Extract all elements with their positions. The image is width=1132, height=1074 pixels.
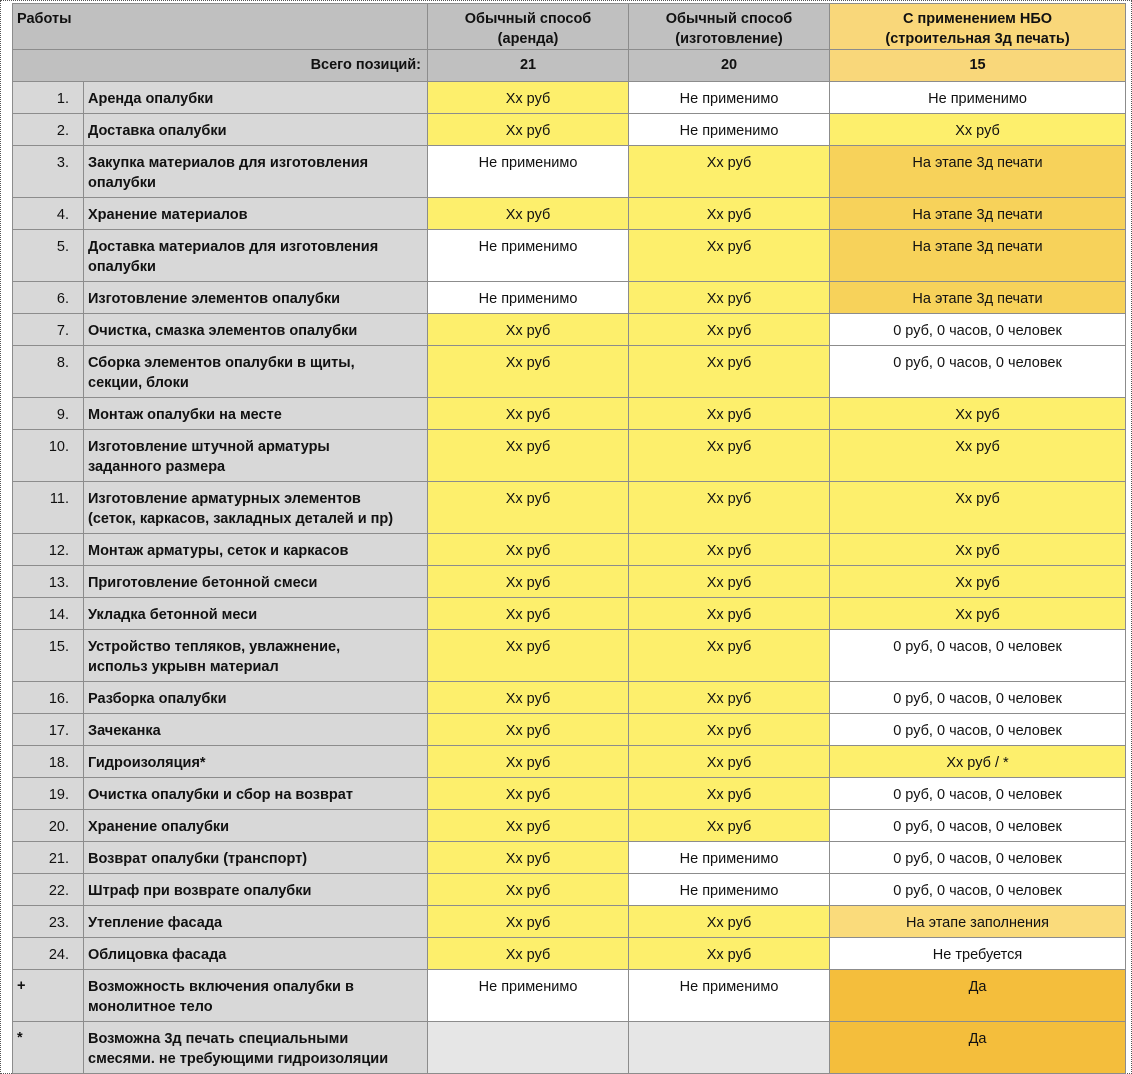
cell-make: Хх руб bbox=[629, 810, 830, 842]
cell-make: Хх руб bbox=[629, 566, 830, 598]
note-row bbox=[13, 1022, 1126, 1074]
cell-nbo: Не требуется bbox=[830, 938, 1126, 970]
row-name bbox=[84, 314, 428, 346]
table-row bbox=[13, 198, 1126, 230]
cell-nbo: Да bbox=[830, 1022, 1126, 1074]
cell-rent: Хх руб bbox=[428, 398, 629, 430]
row-name bbox=[84, 82, 428, 114]
row-name-line: (сеток, каркасов, закладных деталей и пр) bbox=[88, 511, 394, 527]
cell-rent: Хх руб bbox=[428, 82, 629, 114]
cell-make: Хх руб bbox=[629, 906, 830, 938]
cell-rent: Хх руб bbox=[428, 198, 629, 230]
row-number: 23. bbox=[13, 906, 84, 938]
header-nbo-line2: (строительная 3д печать) bbox=[885, 31, 1070, 47]
table-row bbox=[13, 598, 1126, 630]
row-number: 20. bbox=[13, 810, 84, 842]
row-name-line: Зачеканка bbox=[88, 723, 161, 739]
header-nbo bbox=[830, 4, 1126, 50]
table-row bbox=[13, 906, 1126, 938]
cell-nbo: Хх руб bbox=[830, 566, 1126, 598]
row-name bbox=[84, 906, 428, 938]
table-row bbox=[13, 482, 1126, 534]
row-number: 22. bbox=[13, 874, 84, 906]
row-number: 3. bbox=[13, 146, 84, 198]
cell-make: Не применимо bbox=[629, 970, 830, 1022]
row-name-line: Приготовление бетонной смеси bbox=[88, 575, 318, 591]
row-name-line: Доставка материалов для изготовления bbox=[88, 239, 379, 255]
header-row bbox=[13, 4, 1126, 50]
cell-nbo: Хх руб bbox=[830, 430, 1126, 482]
cell-rent: Хх руб bbox=[428, 598, 629, 630]
cell-make: Хх руб bbox=[629, 534, 830, 566]
row-number: 12. bbox=[13, 534, 84, 566]
table-row bbox=[13, 398, 1126, 430]
row-name bbox=[84, 114, 428, 146]
cell-make: Хх руб bbox=[629, 598, 830, 630]
cell-rent: Хх руб bbox=[428, 482, 629, 534]
cell-nbo: 0 руб, 0 часов, 0 человек bbox=[830, 842, 1126, 874]
row-name-line: Укладка бетонной меси bbox=[88, 607, 258, 623]
cell-make: Хх руб bbox=[629, 230, 830, 282]
cell-nbo: Хх руб bbox=[830, 398, 1126, 430]
row-name-line: Закупка материалов для изготовления bbox=[88, 155, 369, 171]
cell-make: Хх руб bbox=[629, 314, 830, 346]
cell-nbo: 0 руб, 0 часов, 0 человек bbox=[830, 778, 1126, 810]
row-name-line: опалубки bbox=[88, 175, 156, 191]
cell-rent: Хх руб bbox=[428, 842, 629, 874]
totals-label: Всего позиций: bbox=[13, 50, 428, 82]
row-number: 11. bbox=[13, 482, 84, 534]
row-name bbox=[84, 778, 428, 810]
table-row bbox=[13, 534, 1126, 566]
row-name-line: Хранение материалов bbox=[88, 207, 248, 223]
cell-rent: Хх руб bbox=[428, 430, 629, 482]
cell-make: Хх руб bbox=[629, 482, 830, 534]
row-name bbox=[84, 970, 428, 1022]
row-number: 9. bbox=[13, 398, 84, 430]
header-rent-line1: Обычный способ bbox=[464, 11, 592, 27]
cell-rent: Хх руб bbox=[428, 874, 629, 906]
row-number: 7. bbox=[13, 314, 84, 346]
row-name-line: Сборка элементов опалубки в щиты, bbox=[88, 355, 355, 371]
row-number: 14. bbox=[13, 598, 84, 630]
row-name bbox=[84, 874, 428, 906]
cell-make: Хх руб bbox=[629, 398, 830, 430]
row-name-line: Изготовление элементов опалубки bbox=[88, 291, 341, 307]
cell-rent: Не применимо bbox=[428, 230, 629, 282]
cell-nbo: 0 руб, 0 часов, 0 человек bbox=[830, 346, 1126, 398]
table-row bbox=[13, 566, 1126, 598]
cell-rent bbox=[428, 1022, 629, 1074]
cell-make: Не применимо bbox=[629, 874, 830, 906]
row-name bbox=[84, 230, 428, 282]
cell-rent: Хх руб bbox=[428, 114, 629, 146]
header-works bbox=[13, 4, 428, 50]
table-row bbox=[13, 938, 1126, 970]
table-row bbox=[13, 810, 1126, 842]
row-name bbox=[84, 398, 428, 430]
cell-nbo: Да bbox=[830, 970, 1126, 1022]
row-name bbox=[84, 146, 428, 198]
row-name-line: Утепление фасада bbox=[88, 915, 223, 931]
table-row bbox=[13, 114, 1126, 146]
cell-rent: Не применимо bbox=[428, 282, 629, 314]
table-row bbox=[13, 346, 1126, 398]
row-name-line: Очистка опалубки и сбор на возврат bbox=[88, 787, 353, 803]
cell-make bbox=[629, 1022, 830, 1074]
cell-nbo: Хх руб bbox=[830, 482, 1126, 534]
row-name bbox=[84, 598, 428, 630]
header-rent bbox=[428, 4, 629, 50]
row-name-line: смесями. не требующими гидроизоляции bbox=[88, 1051, 389, 1067]
cell-make: Хх руб bbox=[629, 146, 830, 198]
cell-rent: Не применимо bbox=[428, 970, 629, 1022]
row-number: 1. bbox=[13, 82, 84, 114]
cell-make: Хх руб bbox=[629, 938, 830, 970]
row-name bbox=[84, 746, 428, 778]
row-number: 6. bbox=[13, 282, 84, 314]
row-name bbox=[84, 482, 428, 534]
row-name-line: Возможность включения опалубки в bbox=[88, 979, 354, 995]
cell-rent: Не применимо bbox=[428, 146, 629, 198]
row-name-line: использ укрывн материал bbox=[88, 659, 279, 675]
cell-nbo: Хх руб bbox=[830, 598, 1126, 630]
row-name bbox=[84, 430, 428, 482]
row-name-line: монолитное тело bbox=[88, 999, 213, 1015]
row-number: 18. bbox=[13, 746, 84, 778]
cell-make: Хх руб bbox=[629, 630, 830, 682]
cell-make: Хх руб bbox=[629, 346, 830, 398]
table-row bbox=[13, 282, 1126, 314]
row-name-line: Очистка, смазка элементов опалубки bbox=[88, 323, 358, 339]
cell-nbo: Хх руб bbox=[830, 534, 1126, 566]
row-name bbox=[84, 842, 428, 874]
table-row bbox=[13, 82, 1126, 114]
totals-make: 20 bbox=[629, 50, 830, 82]
row-name bbox=[84, 630, 428, 682]
comparison-table bbox=[12, 3, 1126, 1074]
table-row bbox=[13, 146, 1126, 198]
row-name-line: секции, блоки bbox=[88, 375, 189, 391]
row-name-line: заданного размера bbox=[88, 459, 226, 475]
row-number: 16. bbox=[13, 682, 84, 714]
row-name bbox=[84, 1022, 428, 1074]
totals-rent: 21 bbox=[428, 50, 629, 82]
row-number: 17. bbox=[13, 714, 84, 746]
row-number: 24. bbox=[13, 938, 84, 970]
row-name-line: Монтаж опалубки на месте bbox=[88, 407, 282, 423]
cell-nbo: 0 руб, 0 часов, 0 человек bbox=[830, 874, 1126, 906]
cell-nbo: На этапе заполнения bbox=[830, 906, 1126, 938]
row-number: 4. bbox=[13, 198, 84, 230]
cell-rent: Хх руб bbox=[428, 566, 629, 598]
row-name-line: Возврат опалубки (транспорт) bbox=[88, 851, 308, 867]
header-make-line2: (изготовление) bbox=[675, 31, 783, 47]
row-name bbox=[84, 534, 428, 566]
cell-rent: Хх руб bbox=[428, 346, 629, 398]
row-name-line: Разборка опалубки bbox=[88, 691, 227, 707]
table-row bbox=[13, 746, 1126, 778]
cell-make: Хх руб bbox=[629, 198, 830, 230]
cell-make: Хх руб bbox=[629, 282, 830, 314]
note-symbol: + bbox=[13, 970, 84, 1022]
cell-nbo: 0 руб, 0 часов, 0 человек bbox=[830, 630, 1126, 682]
row-name-line: Возможна 3д печать специальными bbox=[88, 1031, 349, 1047]
cell-nbo: 0 руб, 0 часов, 0 человек bbox=[830, 682, 1126, 714]
table-row bbox=[13, 430, 1126, 482]
table-row bbox=[13, 230, 1126, 282]
totals-row bbox=[13, 50, 1126, 82]
row-number: 21. bbox=[13, 842, 84, 874]
row-number: 19. bbox=[13, 778, 84, 810]
row-name bbox=[84, 810, 428, 842]
cell-nbo: Хх руб bbox=[830, 114, 1126, 146]
cell-rent: Хх руб bbox=[428, 810, 629, 842]
note-row bbox=[13, 970, 1126, 1022]
cell-nbo: 0 руб, 0 часов, 0 человек bbox=[830, 714, 1126, 746]
cell-rent: Хх руб bbox=[428, 534, 629, 566]
row-name-line: Штраф при возврате опалубки bbox=[88, 883, 312, 899]
cell-nbo: На этапе 3д печати bbox=[830, 230, 1126, 282]
cell-make: Хх руб bbox=[629, 746, 830, 778]
header-works-label: Работы bbox=[17, 11, 72, 27]
row-number: 8. bbox=[13, 346, 84, 398]
row-name bbox=[84, 198, 428, 230]
row-name-line: Хранение опалубки bbox=[88, 819, 230, 835]
cell-nbo: Хх руб / * bbox=[830, 746, 1126, 778]
header-make-line1: Обычный способ bbox=[665, 11, 793, 27]
row-name-line: опалубки bbox=[88, 259, 156, 275]
table-row bbox=[13, 682, 1126, 714]
row-name bbox=[84, 938, 428, 970]
cell-rent: Хх руб bbox=[428, 630, 629, 682]
row-name bbox=[84, 346, 428, 398]
row-name-line: Монтаж арматуры, сеток и каркасов bbox=[88, 543, 349, 559]
row-number: 10. bbox=[13, 430, 84, 482]
row-name-line: Облицовка фасада bbox=[88, 947, 227, 963]
row-number: 13. bbox=[13, 566, 84, 598]
cell-make: Хх руб bbox=[629, 778, 830, 810]
cell-nbo: 0 руб, 0 часов, 0 человек bbox=[830, 810, 1126, 842]
cell-rent: Хх руб bbox=[428, 682, 629, 714]
row-name-line: Устройство тепляков, увлажнение, bbox=[88, 639, 341, 655]
row-name-line: Изготовление штучной арматуры bbox=[88, 439, 330, 455]
table-body bbox=[13, 82, 1126, 1074]
cell-rent: Хх руб bbox=[428, 714, 629, 746]
row-name bbox=[84, 682, 428, 714]
table-row bbox=[13, 778, 1126, 810]
cell-nbo: 0 руб, 0 часов, 0 человек bbox=[830, 314, 1126, 346]
row-number: 5. bbox=[13, 230, 84, 282]
header-rent-line2: (аренда) bbox=[497, 31, 559, 47]
row-name-line: Гидроизоляция* bbox=[88, 755, 206, 771]
cell-make: Хх руб bbox=[629, 682, 830, 714]
table-row bbox=[13, 714, 1126, 746]
note-symbol: * bbox=[13, 1022, 84, 1074]
cell-nbo: На этапе 3д печати bbox=[830, 198, 1126, 230]
cell-nbo: Не применимо bbox=[830, 82, 1126, 114]
cell-rent: Хх руб bbox=[428, 906, 629, 938]
cell-rent: Хх руб bbox=[428, 938, 629, 970]
cell-nbo: На этапе 3д печати bbox=[830, 146, 1126, 198]
table-row bbox=[13, 630, 1126, 682]
totals-nbo: 15 bbox=[830, 50, 1126, 82]
cell-rent: Хх руб bbox=[428, 778, 629, 810]
cell-make: Не применимо bbox=[629, 114, 830, 146]
row-name-line: Аренда опалубки bbox=[88, 91, 214, 107]
table-row bbox=[13, 842, 1126, 874]
row-name-line: Доставка опалубки bbox=[88, 123, 227, 139]
row-name bbox=[84, 714, 428, 746]
row-number: 15. bbox=[13, 630, 84, 682]
cell-rent: Хх руб bbox=[428, 746, 629, 778]
cell-nbo: На этапе 3д печати bbox=[830, 282, 1126, 314]
row-name bbox=[84, 566, 428, 598]
cell-make: Хх руб bbox=[629, 430, 830, 482]
header-make bbox=[629, 4, 830, 50]
row-number: 2. bbox=[13, 114, 84, 146]
cell-make: Не применимо bbox=[629, 82, 830, 114]
row-name-line: Изготовление арматурных элементов bbox=[88, 491, 361, 507]
cell-rent: Хх руб bbox=[428, 314, 629, 346]
header-nbo-line1: С применением НБО bbox=[902, 11, 1053, 27]
cell-make: Не применимо bbox=[629, 842, 830, 874]
cell-make: Хх руб bbox=[629, 714, 830, 746]
table-row bbox=[13, 314, 1126, 346]
table-row bbox=[13, 874, 1126, 906]
row-name bbox=[84, 282, 428, 314]
